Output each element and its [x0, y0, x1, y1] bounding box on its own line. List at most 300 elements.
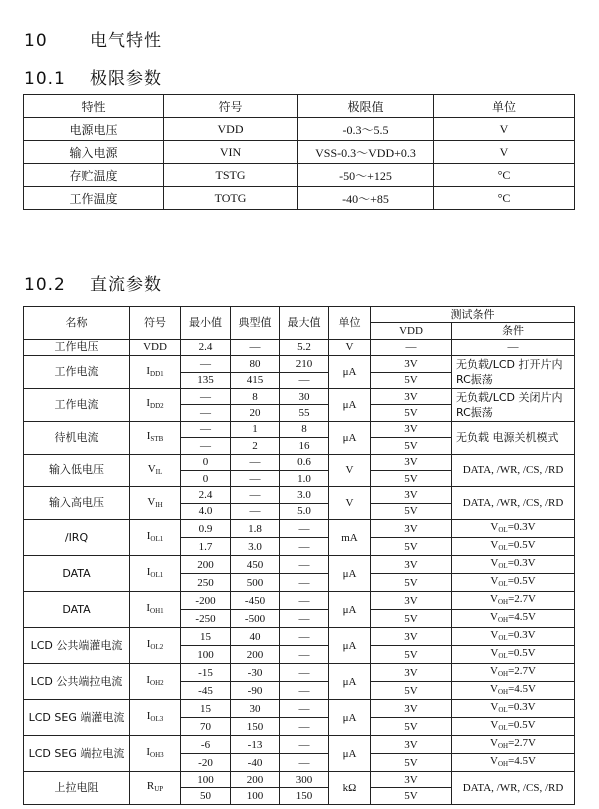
cond-subscript: OL — [498, 562, 508, 571]
symbol-main: V — [147, 495, 156, 508]
table-cell: VDD — [130, 339, 181, 355]
table-row — [24, 141, 575, 164]
table-cell: 2 — [231, 438, 280, 454]
table-cell: -500 — [231, 610, 280, 628]
table-cell: — — [280, 592, 329, 610]
table-cell: 5V — [371, 503, 452, 519]
table-cell: 5V — [371, 405, 452, 421]
table-cell: — — [181, 421, 231, 437]
table-row — [24, 187, 575, 210]
table-cell: 5V — [371, 538, 452, 556]
table-row — [24, 118, 575, 141]
table-cell: 1.0 — [280, 470, 329, 486]
table-cell — [452, 610, 575, 628]
table-row — [24, 388, 575, 404]
cond-subscript: OH — [497, 670, 509, 679]
table-cell: 150 — [280, 788, 329, 804]
section-number: 10.1 — [24, 69, 66, 89]
table-cell — [452, 664, 575, 682]
table-cell: -250 — [181, 610, 231, 628]
cond-symbol: V — [490, 683, 498, 696]
cond-symbol: V — [490, 557, 499, 570]
table-cell: LCD 公共端灌电流 — [24, 628, 130, 664]
symbol-subscript: OH3 — [150, 751, 164, 760]
cond-value: =0.5V — [507, 647, 536, 660]
table-row — [24, 592, 575, 610]
cond-value: =0.3V — [507, 557, 536, 570]
table-cell: 3V — [371, 421, 452, 437]
cond-value: =2.7V — [508, 593, 536, 606]
table-cell: DATA, /WR, /CS, /RD — [452, 772, 575, 805]
cond-subscript: OL — [498, 652, 508, 661]
header-cell: 单位 — [329, 307, 371, 340]
table-header-row — [24, 95, 575, 118]
symbol-subscript: OL1 — [150, 535, 164, 544]
symbol-subscript: IH — [155, 500, 163, 509]
dc-parameters-table — [23, 306, 575, 805]
table-cell: 存贮温度 — [24, 164, 164, 187]
table-cell: 2.4 — [181, 487, 231, 503]
cond-value: =0.5V — [507, 719, 536, 732]
table-cell: 415 — [231, 372, 280, 388]
table-cell: -30 — [231, 664, 280, 682]
table-cell: -90 — [231, 682, 280, 700]
table-cell: — — [280, 736, 329, 754]
section-number: 10 — [24, 31, 48, 51]
table-cell: — — [280, 664, 329, 682]
table-cell — [452, 574, 575, 592]
table-cell — [452, 628, 575, 646]
table-row — [24, 628, 575, 646]
table-cell: 200 — [231, 772, 280, 788]
table-cell: LCD SEG 端拉电流 — [24, 736, 130, 772]
section-title: 直流参数 — [90, 275, 162, 295]
table-cell: 40 — [231, 628, 280, 646]
cond-symbol: V — [490, 719, 499, 732]
table-cell: -6 — [181, 736, 231, 754]
symbol-main: I — [146, 674, 151, 687]
cond-subscript: OH — [497, 742, 509, 751]
table-cell: V — [329, 487, 371, 520]
table-cell: 30 — [280, 388, 329, 404]
cond-symbol: V — [490, 755, 498, 768]
table-cell: 0.6 — [280, 454, 329, 470]
symbol-main: I — [146, 638, 151, 651]
table-cell — [130, 628, 181, 664]
table-cell — [130, 664, 181, 700]
table-cell: 210 — [280, 356, 329, 372]
cond-value: =4.5V — [508, 755, 536, 768]
table-cell: 3.0 — [280, 487, 329, 503]
section-heading-10-1 — [24, 64, 162, 89]
table-cell: V — [329, 454, 371, 487]
table-cell: 1.7 — [181, 538, 231, 556]
table-cell: μA — [329, 664, 371, 700]
header-cell: 最大值 — [280, 307, 329, 340]
header-cell: 符号 — [130, 307, 181, 340]
table-cell: μA — [329, 388, 371, 421]
cond-subscript: OH — [497, 688, 509, 697]
symbol-main: I — [146, 397, 151, 410]
table-cell — [130, 356, 181, 389]
cond-symbol: V — [490, 575, 499, 588]
table-cell: 55 — [280, 405, 329, 421]
header-cell: 名称 — [24, 307, 130, 340]
cond-value: =4.5V — [508, 683, 536, 696]
table-cell: 250 — [181, 574, 231, 592]
table-cell — [130, 487, 181, 520]
table-cell — [452, 520, 575, 538]
symbol-subscript: OH1 — [150, 607, 164, 616]
table-cell: 500 — [231, 574, 280, 592]
table-cell: V — [434, 141, 575, 164]
table-cell: 5.0 — [280, 503, 329, 519]
table-cell: 5V — [371, 718, 452, 736]
table-cell: 5V — [371, 610, 452, 628]
symbol-subscript: OH2 — [150, 679, 164, 688]
symbol-subscript: OL2 — [150, 643, 164, 652]
table-cell: — — [280, 682, 329, 700]
table-cell: 150 — [231, 718, 280, 736]
table-row — [24, 520, 575, 538]
table-cell: — — [280, 538, 329, 556]
table-cell: 0 — [181, 470, 231, 486]
table-cell: — — [231, 503, 280, 519]
table-cell: 5V — [371, 754, 452, 772]
table-cell: VIN — [164, 141, 298, 164]
table-cell: 3V — [371, 454, 452, 470]
table-cell: — — [280, 372, 329, 388]
table-cell: — — [280, 754, 329, 772]
table-cell: 0 — [181, 454, 231, 470]
table-cell — [130, 520, 181, 556]
absolute-max-table — [23, 94, 575, 210]
cond-value: =4.5V — [508, 611, 536, 624]
table-cell: LCD 公共端拉电流 — [24, 664, 130, 700]
table-cell: 3V — [371, 700, 452, 718]
table-cell — [452, 718, 575, 736]
table-cell: 3V — [371, 356, 452, 372]
table-cell: DATA, /WR, /CS, /RD — [452, 487, 575, 520]
table-cell — [452, 592, 575, 610]
dc-table-body — [24, 307, 575, 805]
symbol-main: I — [146, 566, 151, 579]
table-cell: 200 — [181, 556, 231, 574]
table-cell: 5V — [371, 788, 452, 804]
table-cell: DATA — [24, 592, 130, 628]
table-cell: μA — [329, 628, 371, 664]
table-cell: — — [280, 556, 329, 574]
section-title: 极限参数 — [90, 69, 162, 89]
table-cell: 工作电流 — [24, 388, 130, 421]
table-cell: — — [181, 356, 231, 372]
table-cell: 50 — [181, 788, 231, 804]
table-cell: — — [231, 487, 280, 503]
symbol-main: I — [146, 746, 151, 759]
table-cell — [452, 700, 575, 718]
cond-subscript: OL — [498, 526, 508, 535]
table-row — [24, 454, 575, 470]
table-cell: 待机电流 — [24, 421, 130, 454]
table-cell: 30 — [231, 700, 280, 718]
table-cell: 5V — [371, 372, 452, 388]
table-cell — [130, 736, 181, 772]
symbol-subscript: STB — [150, 435, 164, 444]
table-cell: /IRQ — [24, 520, 130, 556]
table-cell: -200 — [181, 592, 231, 610]
table-cell: -45 — [181, 682, 231, 700]
table-cell: 15 — [181, 628, 231, 646]
table-cell: V — [329, 339, 371, 355]
cond-symbol: V — [490, 593, 498, 606]
cond-symbol: V — [490, 611, 498, 624]
table-cell: TOTG — [164, 187, 298, 210]
table-cell: 2.4 — [181, 339, 231, 355]
cond-value: =2.7V — [508, 665, 536, 678]
cond-value: =0.3V — [507, 701, 536, 714]
table-cell: 15 — [181, 700, 231, 718]
table-row — [24, 736, 575, 754]
table-cell — [130, 700, 181, 736]
symbol-subscript: UP — [154, 785, 164, 794]
cond-symbol: V — [490, 737, 498, 750]
cond-subscript: OH — [497, 598, 509, 607]
table-cell: μA — [329, 700, 371, 736]
cond-subscript: OH — [497, 760, 509, 769]
table-cell: DATA, /WR, /CS, /RD — [452, 454, 575, 487]
header-cell: 极限值 — [298, 95, 434, 118]
table-cell: 电源电压 — [24, 118, 164, 141]
symbol-main: I — [146, 710, 151, 723]
header-cell: 典型值 — [231, 307, 280, 340]
table-cell: — — [280, 574, 329, 592]
table-cell: — — [280, 520, 329, 538]
table-cell: 工作电压 — [24, 339, 130, 355]
symbol-main: V — [147, 462, 156, 475]
table-cell: -0.3～5.5 — [298, 118, 434, 141]
header-cell: 条件 — [452, 323, 575, 339]
table-row — [24, 556, 575, 574]
table-cell: — — [452, 339, 575, 355]
table-cell: 无负载 电源关机模式 — [452, 421, 575, 454]
table-cell: — — [280, 646, 329, 664]
table-cell: °C — [434, 164, 575, 187]
table-cell: 100 — [181, 772, 231, 788]
table-cell: 3.0 — [231, 538, 280, 556]
table-cell: 工作温度 — [24, 187, 164, 210]
table-cell: 70 — [181, 718, 231, 736]
table-cell: -450 — [231, 592, 280, 610]
table-cell: — — [231, 454, 280, 470]
table-cell: 5.2 — [280, 339, 329, 355]
symbol-main: R — [146, 780, 155, 793]
table-cell: 5V — [371, 682, 452, 700]
table-cell: -50～+125 — [298, 164, 434, 187]
table-cell: 450 — [231, 556, 280, 574]
table-cell: 5V — [371, 646, 452, 664]
table-cell: μA — [329, 421, 371, 454]
table-cell: 3V — [371, 628, 452, 646]
table-cell: 3V — [371, 388, 452, 404]
cond-symbol: V — [490, 665, 498, 678]
section-heading-10 — [24, 26, 162, 51]
table-cell: 5V — [371, 438, 452, 454]
section-title: 电气特性 — [90, 31, 162, 51]
table-row — [24, 772, 575, 788]
table-cell: 100 — [231, 788, 280, 804]
table-cell: DATA — [24, 556, 130, 592]
table-cell: kΩ — [329, 772, 371, 805]
table-cell: 3V — [371, 556, 452, 574]
table-cell: 工作电流 — [24, 356, 130, 389]
cond-value: =2.7V — [508, 737, 536, 750]
table-cell: VSS-0.3～VDD+0.3 — [298, 141, 434, 164]
symbol-subscript: IL — [155, 467, 163, 476]
cond-symbol: V — [490, 539, 499, 552]
table-cell: -20 — [181, 754, 231, 772]
cond-value: =0.5V — [507, 539, 536, 552]
header-cell: 测试条件 — [371, 307, 575, 323]
table-cell: 1 — [231, 421, 280, 437]
header-cell: 单位 — [434, 95, 575, 118]
table-row — [24, 339, 575, 355]
table-cell: — — [231, 470, 280, 486]
table-cell — [130, 556, 181, 592]
table-cell: °C — [434, 187, 575, 210]
table-cell: μA — [329, 356, 371, 389]
symbol-main: I — [146, 602, 151, 615]
table-cell: μA — [329, 556, 371, 592]
section-number: 10.2 — [24, 275, 66, 295]
cond-subscript: OL — [498, 724, 508, 733]
table-cell: — — [280, 628, 329, 646]
table-cell: 输入低电压 — [24, 454, 130, 487]
symbol-subscript: DD2 — [150, 402, 164, 411]
table-cell: 20 — [231, 405, 280, 421]
cond-subscript: OL — [498, 706, 508, 715]
table-cell: μA — [329, 592, 371, 628]
table-cell — [452, 646, 575, 664]
table-cell: 80 — [231, 356, 280, 372]
table-cell — [130, 454, 181, 487]
table-cell: 3V — [371, 520, 452, 538]
cond-symbol: V — [490, 521, 499, 534]
table-cell: 3V — [371, 487, 452, 503]
table-cell — [452, 754, 575, 772]
table-cell: 1.8 — [231, 520, 280, 538]
table-cell: 上拉电阻 — [24, 772, 130, 805]
table-cell: — — [371, 339, 452, 355]
table-cell: 4.0 — [181, 503, 231, 519]
table-cell: 输入电源 — [24, 141, 164, 164]
table-row — [24, 487, 575, 503]
table-cell: 100 — [181, 646, 231, 664]
table-row — [24, 700, 575, 718]
cond-symbol: V — [490, 629, 499, 642]
table-cell: VDD — [164, 118, 298, 141]
table-cell: -15 — [181, 664, 231, 682]
symbol-main: I — [146, 430, 151, 443]
table-cell: — — [280, 718, 329, 736]
section-heading-10-2 — [24, 270, 162, 295]
table-header-row — [24, 307, 575, 323]
table-cell: -40～+85 — [298, 187, 434, 210]
table-cell: — — [181, 388, 231, 404]
table-cell: 输入高电压 — [24, 487, 130, 520]
cond-subscript: OL — [498, 580, 508, 589]
table-cell: V — [434, 118, 575, 141]
cond-value: =0.3V — [507, 629, 536, 642]
symbol-subscript: DD1 — [150, 369, 164, 378]
cond-subscript: OH — [497, 616, 509, 625]
table-cell: 无负载/LCD 关闭片内 RC振荡 — [452, 388, 575, 421]
cond-subscript: OL — [498, 544, 508, 553]
table-cell: μA — [329, 736, 371, 772]
table-cell: TSTG — [164, 164, 298, 187]
table-cell: 3V — [371, 592, 452, 610]
table-cell — [452, 538, 575, 556]
table-cell — [130, 772, 181, 805]
table-cell: 3V — [371, 772, 452, 788]
table-cell — [130, 592, 181, 628]
table-cell — [130, 388, 181, 421]
cond-symbol: V — [490, 701, 499, 714]
table-cell: 5V — [371, 574, 452, 592]
header-cell: 符号 — [164, 95, 298, 118]
table-cell — [130, 421, 181, 454]
table-cell: — — [231, 339, 280, 355]
table-cell: — — [280, 610, 329, 628]
table-cell: 3V — [371, 736, 452, 754]
symbol-subscript: OL3 — [150, 715, 164, 724]
cond-value: =0.3V — [507, 521, 536, 534]
table-cell: 8 — [280, 421, 329, 437]
table-cell: — — [181, 438, 231, 454]
table-row — [24, 164, 575, 187]
table-cell: 16 — [280, 438, 329, 454]
header-cell: 特性 — [24, 95, 164, 118]
table-cell: 8 — [231, 388, 280, 404]
table-cell: -40 — [231, 754, 280, 772]
table-cell: 200 — [231, 646, 280, 664]
table-cell: 0.9 — [181, 520, 231, 538]
table-cell: LCD SEG 端灌电流 — [24, 700, 130, 736]
cond-subscript: OL — [498, 634, 508, 643]
header-cell: 最小值 — [181, 307, 231, 340]
table-cell: 无负载/LCD 打开片内 RC振荡 — [452, 356, 575, 389]
table-cell — [452, 556, 575, 574]
table-row — [24, 664, 575, 682]
table-row — [24, 356, 575, 372]
table-row — [24, 421, 575, 437]
table-cell: 300 — [280, 772, 329, 788]
table-cell: 5V — [371, 470, 452, 486]
table-cell: 3V — [371, 664, 452, 682]
table-cell: 135 — [181, 372, 231, 388]
table-cell: mA — [329, 520, 371, 556]
symbol-main: I — [146, 364, 151, 377]
table-cell — [452, 736, 575, 754]
table-cell — [452, 682, 575, 700]
cond-value: =0.5V — [507, 575, 536, 588]
table-cell: — — [181, 405, 231, 421]
table-cell: — — [280, 700, 329, 718]
table-cell: -13 — [231, 736, 280, 754]
cond-symbol: V — [490, 647, 499, 660]
header-cell: VDD — [371, 323, 452, 339]
symbol-subscript: OL1 — [150, 571, 164, 580]
symbol-main: I — [146, 530, 151, 543]
